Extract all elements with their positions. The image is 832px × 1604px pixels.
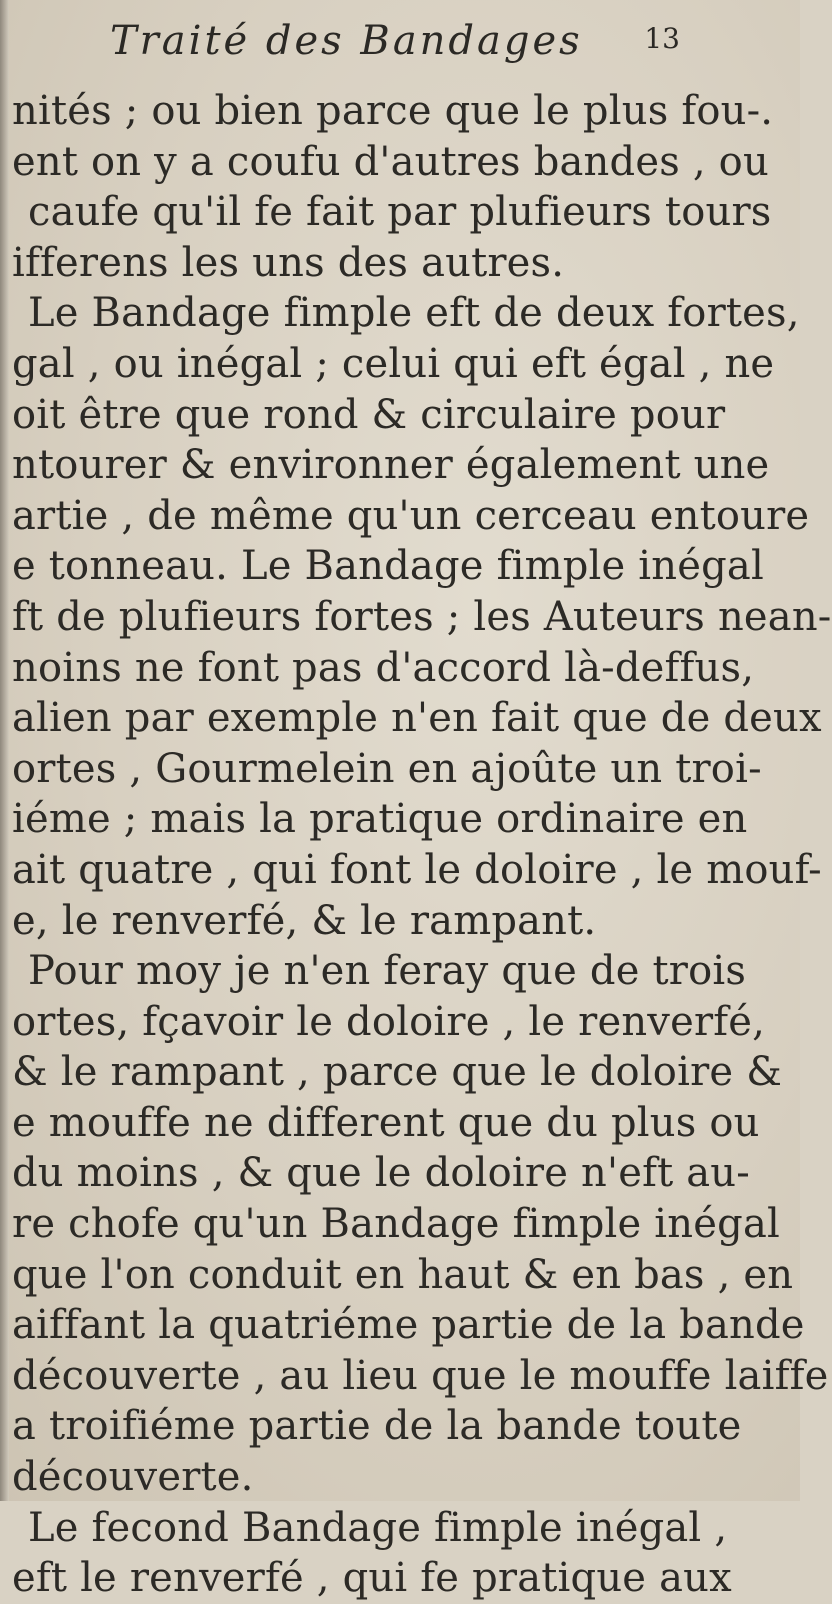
- text-line: e mouffe ne different que du plus ou: [12, 1099, 760, 1146]
- text-line: oit être que rond & circulaire pour: [12, 391, 726, 438]
- text-line: ait quatre , qui font le doloire , le mouf-: [12, 846, 822, 893]
- paragraph-start-line: Le fecond Bandage fimple inégal ,: [28, 1504, 728, 1551]
- text-line: caufe qu'il fe fait par plufieurs tours: [28, 189, 772, 236]
- text-line: a troifiéme partie de la bande toute: [12, 1403, 742, 1450]
- text-line: ortes , Gourmelein en ajoûte un troi-: [12, 745, 762, 792]
- text-line: e, le renverfé, & le rampant.: [12, 897, 597, 944]
- text-line: e tonneau. Le Bandage fimple inégal: [12, 543, 764, 590]
- paragraph-start-line: Pour moy je n'en feray que de trois: [28, 948, 747, 995]
- text-line: découverte.: [12, 1454, 254, 1501]
- text-line: gal , ou inégal ; celui qui eft égal , ne: [12, 340, 775, 387]
- text-line: noins ne font pas d'accord là-deffus,: [12, 644, 755, 691]
- text-line: nités ; ou bien parce que le plus fou-.: [12, 88, 774, 134]
- text-line: découverte , au lieu que le mouffe laiffe: [12, 1352, 829, 1399]
- running-head: Traité des Bandages: [110, 18, 583, 64]
- page-number: 13: [644, 22, 680, 55]
- text-line: ntourer & environner également une: [12, 442, 770, 489]
- text-line: du moins , & que le doloire n'eft au-: [12, 1150, 750, 1197]
- text-line: ortes, fçavoir le doloire , le renverfé,: [12, 998, 766, 1045]
- text-line: iéme ; mais la pratique ordinaire en: [12, 796, 748, 843]
- text-line: alien par exemple n'en fait que de deux: [12, 695, 822, 742]
- text-line: ft de plufieurs fortes ; les Auteurs nean-: [12, 593, 832, 640]
- text-line: eft le renverfé , qui fe pratique aux: [12, 1555, 732, 1602]
- text-line: ifferens les uns des autres.: [12, 239, 565, 286]
- paragraph-start-line: Le Bandage fimple eft de deux fortes,: [28, 290, 800, 337]
- text-line: que l'on conduit en haut & en bas , en: [12, 1251, 794, 1298]
- body-text: [0, 86, 832, 1604]
- text-line: ent on y a coufu d'autres bandes , ou: [12, 138, 769, 185]
- text-line: re chofe qu'un Bandage fimple inégal: [12, 1201, 780, 1248]
- page-header: [110, 18, 680, 74]
- text-line: artie , de même qu'un cerceau entoure: [12, 492, 810, 539]
- text-line: & le rampant , parce que le doloire &: [12, 1049, 782, 1096]
- text-line: aiffant la quatriéme partie de la bande: [12, 1302, 805, 1349]
